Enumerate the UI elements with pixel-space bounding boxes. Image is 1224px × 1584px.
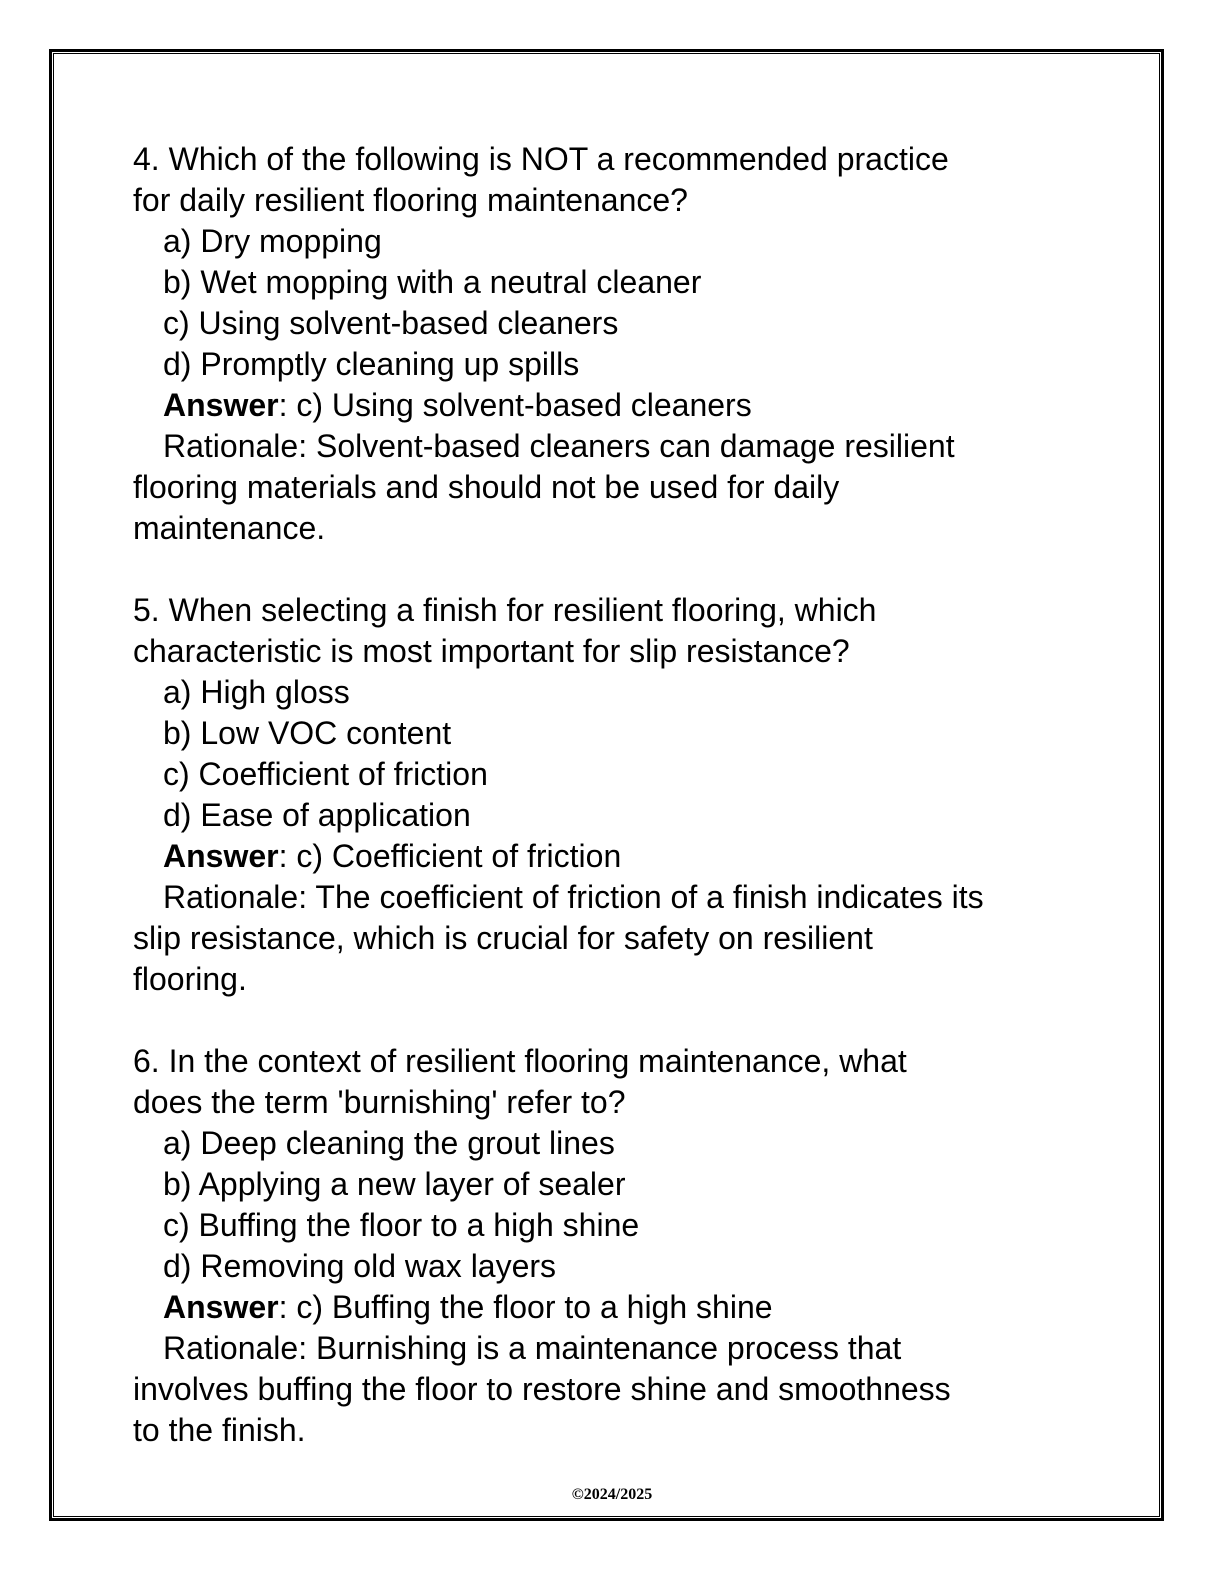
answer-option: c) Coefficient of friction	[163, 756, 488, 792]
rationale-text: Rationale: The coefficient of friction of a finish indicates its	[163, 879, 984, 915]
answer-label: Answer	[163, 387, 279, 423]
question-text: 4. Which of the following is NOT a recommended practice	[133, 141, 949, 177]
answer-option: c) Using solvent-based cleaners	[163, 305, 619, 341]
question-block	[133, 139, 1133, 549]
answer-text: : c) Coefficient of friction	[278, 838, 622, 874]
answer-option: a) High gloss	[163, 674, 350, 710]
rationale-text: involves buffing the floor to restore shine and smoothness	[133, 1371, 951, 1407]
answer-option: c) Buffing the floor to a high shine	[163, 1207, 640, 1243]
rationale-text: to the finish.	[133, 1412, 306, 1448]
question-text: characteristic is most important for slip resistance?	[133, 633, 850, 669]
answer-text: : c) Using solvent-based cleaners	[278, 387, 752, 423]
answer-line	[133, 836, 1133, 877]
answer-option: a) Dry mopping	[163, 223, 382, 259]
answer-option: b) Low VOC content	[163, 715, 452, 751]
answer-label: Answer	[163, 1289, 279, 1325]
rationale-text: slip resistance, which is crucial for safety on resilient	[133, 920, 873, 956]
answer-line	[133, 385, 1133, 426]
question-text: for daily resilient flooring maintenance?	[133, 182, 688, 218]
question-list	[133, 139, 1133, 1451]
question-text: 5. When selecting a finish for resilient flooring, which	[133, 592, 877, 628]
answer-label: Answer	[163, 838, 279, 874]
question-text: 6. In the context of resilient flooring maintenance, what	[133, 1043, 907, 1079]
answer-option: d) Removing old wax layers	[163, 1248, 557, 1284]
answer-option: b) Applying a new layer of sealer	[163, 1166, 626, 1202]
rationale-text: flooring.	[133, 961, 247, 997]
rationale-text: Rationale: Solvent-based cleaners can damage resilient	[163, 428, 955, 464]
question-block	[133, 1041, 1133, 1451]
copyright-footer: ©2024/2025	[571, 1486, 653, 1503]
rationale-text: Rationale: Burnishing is a maintenance process that	[163, 1330, 902, 1366]
answer-text: : c) Buffing the floor to a high shine	[278, 1289, 773, 1325]
answer-option: b) Wet mopping with a neutral cleaner	[163, 264, 702, 300]
answer-option: a) Deep cleaning the grout lines	[163, 1125, 615, 1161]
question-block	[133, 590, 1133, 1000]
answer-line	[133, 1287, 1133, 1328]
question-text: does the term 'burnishing' refer to?	[133, 1084, 626, 1120]
rationale-text: maintenance.	[133, 510, 326, 546]
answer-option: d) Ease of application	[163, 797, 471, 833]
answer-option: d) Promptly cleaning up spills	[163, 346, 580, 382]
rationale-text: flooring materials and should not be used for daily	[133, 469, 840, 505]
